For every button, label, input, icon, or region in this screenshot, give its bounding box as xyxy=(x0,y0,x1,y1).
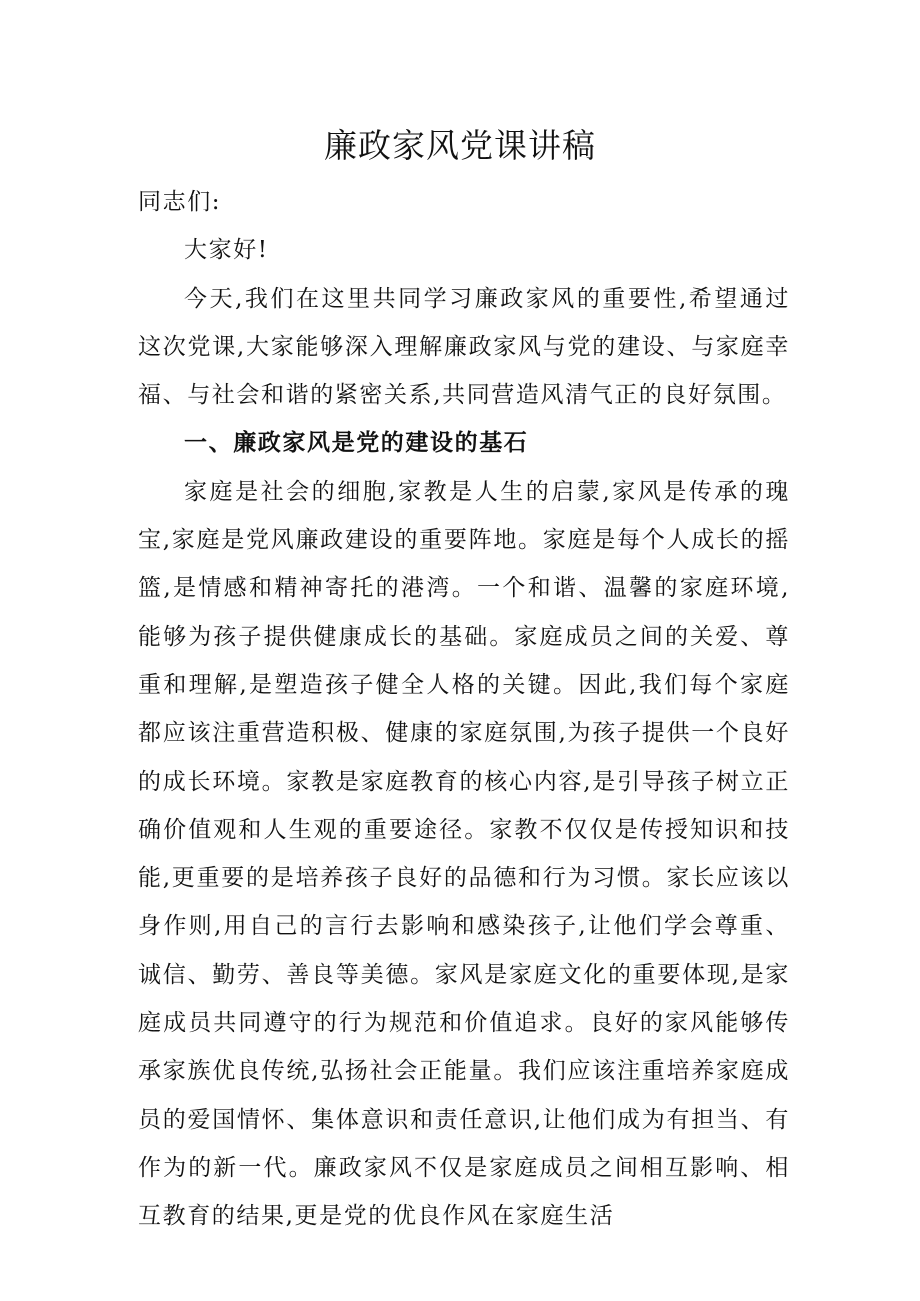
section-paragraph: 家庭是社会的细胞,家教是人生的启蒙,家风是传承的瑰宝,家庭是党风廉政建设的重要阵地。家庭是每个人成长的摇篮,是情感和精神寄托的港湾。一个和谐、温馨的家庭环境,能够为孩子提供健康成长的基础。家庭成员之间的关爱、尊重和理解,是塑造孩子健全人格的关键。因此,我们每个家庭都应该注重营造积极、健康的家庭氛围,为孩子提供一个良好的成长环境。家教是家庭教育的核心内容,是引导孩子树立正确价值观和人生观的重要途径。家教不仅仅是传授知识和技能,更重要的是培养孩子良好的品德和行为习惯。家长应该以身作则,用自己的言行去影响和感染孩子,让他们学会尊重、诚信、勤劳、善良等美德。家风是家庭文化的重要体现,是家庭成员共同遵守的行为规范和价值追求。良好的家风能够传承家族优良传统,弘扬社会正能量。我们应该注重培养家庭成员的爱国情怀、集体意识和责任意识,让他们成为有担当、有作为的新一代。廉政家风不仅是家庭成员之间相互影响、相互教育的结果,更是党的优良作风在家庭生活 xyxy=(138,478,790,1230)
greeting: 大家好! xyxy=(184,237,269,264)
section-heading: 一、廉政家风是党的建设的基石 xyxy=(184,430,529,457)
document-title: 廉政家风党课讲稿 xyxy=(324,126,596,165)
salutation: 同志们: xyxy=(138,189,222,215)
document-body xyxy=(138,178,790,1241)
intro-paragraph: 今天,我们在这里共同学习廉政家风的重要性,希望通过这次党课,大家能够深入理解廉政家风与党的建设、与家庭幸福、与社会和谐的紧密关系,共同营造风清气正的良好氛围。 xyxy=(138,285,790,409)
